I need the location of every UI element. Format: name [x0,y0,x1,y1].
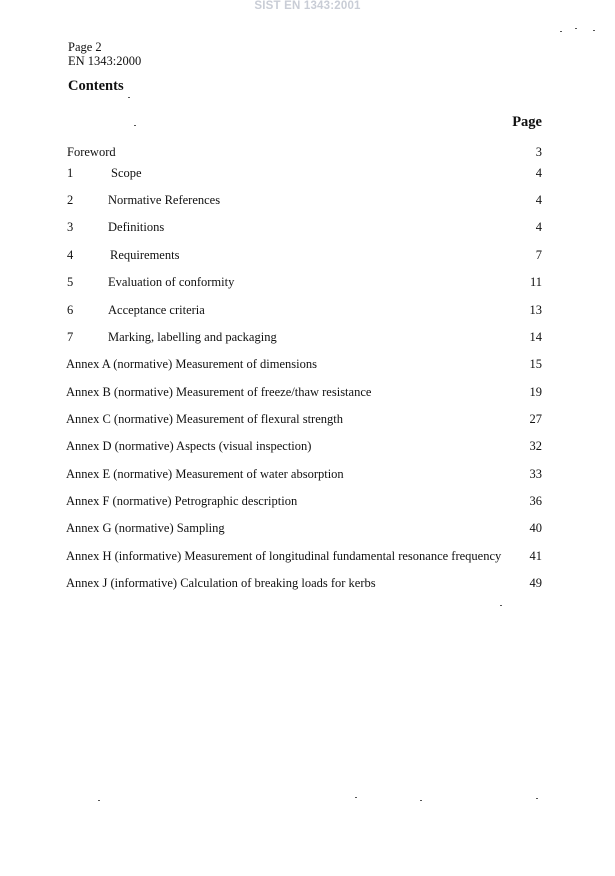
toc-page: 4 [535,166,542,180]
toc-label: Marking, labelling and packaging [108,330,277,344]
toc-page: 4 [535,193,542,207]
toc-row-annex-g [0,519,615,537]
toc-number: 4 [67,248,74,262]
toc-row-annex-b [0,383,615,401]
toc-row-annex-f [0,492,615,510]
toc-label: Scope [111,166,142,180]
toc-label: Annex G (normative) Sampling [66,521,225,535]
scan-speck [575,28,577,29]
scan-speck [420,800,422,801]
toc-row-1 [0,164,615,182]
scan-speck [98,800,100,801]
toc-row-7 [0,328,615,346]
scan-speck [355,797,357,798]
toc-page: 41 [529,549,542,563]
toc-number: 3 [67,220,74,234]
toc-label: Annex A (normative) Measurement of dimensions [66,357,317,371]
toc-label: Annex E (normative) Measurement of water absorption [66,467,344,481]
toc-label: Normative References [108,193,221,207]
toc-page: 19 [529,385,542,399]
toc-label: Definitions [108,220,165,234]
toc-label: Foreword [67,145,116,159]
toc-number: 1 [67,166,74,180]
scan-speck [128,97,130,98]
scan-speck [560,31,562,32]
toc-page: 32 [529,439,542,453]
page-header [68,40,141,68]
toc-page: 4 [535,220,542,234]
toc-row-5 [0,273,615,291]
toc-number: 7 [67,330,74,344]
toc-number: 6 [67,303,74,317]
toc-page: 11 [529,275,542,289]
toc-number: 2 [67,193,74,207]
toc-label: Annex C (normative) Measurement of flexural strength [66,412,343,426]
toc-label: Annex B (normative) Measurement of freeze/thaw resistance [66,385,372,399]
toc-page: 14 [529,330,542,344]
toc-page: 15 [529,357,542,371]
toc-label: Requirements [110,248,180,262]
toc-row-annex-c [0,410,615,428]
toc-row-annex-e [0,465,615,483]
toc-label: Annex F (normative) Petrographic description [66,494,298,508]
page-column-heading: Page [512,114,542,130]
toc-label: Annex H (informative) Measurement of longitudinal fundamental resonance frequency [66,549,502,563]
watermark: SIST EN 1343:2001 [254,0,361,12]
toc-label: Evaluation of conformity [108,275,235,289]
toc-row-annex-h [0,547,615,565]
toc-page: 3 [535,145,542,159]
toc-row-4 [0,246,615,264]
toc-page: 33 [529,467,542,481]
scan-speck [500,605,502,606]
toc-label: Annex D (normative) Aspects (visual inspection) [66,439,312,453]
toc-page: 49 [529,576,542,590]
toc-label: Annex J (informative) Calculation of breaking loads for kerbs [66,576,376,590]
toc-page: 36 [529,494,542,508]
toc-page: 40 [529,521,542,535]
page-number-label: Page 2 [68,40,102,54]
toc-row-2 [0,191,615,209]
toc-row-6 [0,301,615,319]
toc-page: 7 [535,248,542,262]
toc-row-annex-d [0,437,615,455]
toc-label: Acceptance criteria [108,303,205,317]
scan-speck [593,30,595,31]
toc-row-3 [0,218,615,236]
toc-row-annex-j [0,574,615,592]
scan-speck [134,125,136,126]
toc-row-foreword [0,143,615,161]
contents-title: Contents [68,78,124,94]
scan-speck [536,798,538,799]
standard-number: EN 1343:2000 [68,54,142,68]
toc-number: 5 [67,275,74,289]
toc-page: 27 [529,412,542,426]
toc-row-annex-a [0,355,615,373]
toc-page: 13 [529,303,542,317]
